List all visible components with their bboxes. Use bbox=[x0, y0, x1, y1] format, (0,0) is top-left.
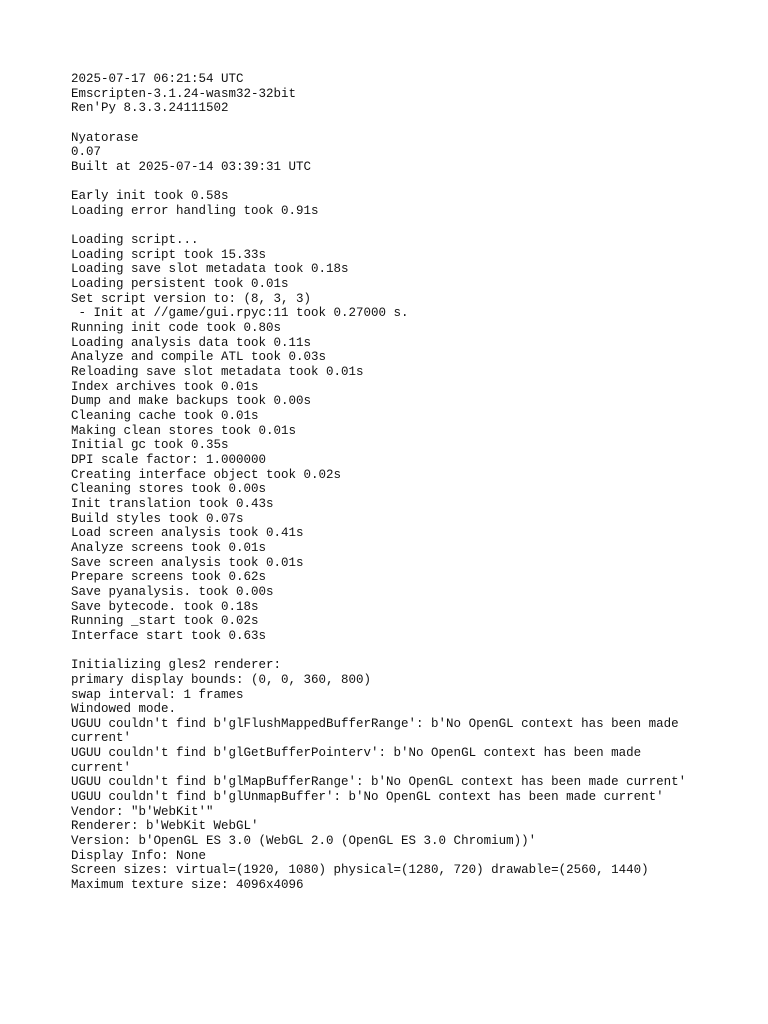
log-line: Initial gc took 0.35s bbox=[71, 438, 229, 453]
log-line: Interface start took 0.63s bbox=[71, 628, 267, 643]
console-log bbox=[71, 72, 731, 907]
log-line: - Init at //game/gui.rpyc:11 took 0.27000 s. bbox=[71, 306, 409, 321]
log-line: Save bytecode. took 0.18s bbox=[71, 599, 259, 614]
log-line: Maximum texture size: 4096x4096 bbox=[71, 878, 304, 893]
log-line: Load screen analysis took 0.41s bbox=[71, 526, 304, 541]
log-line: Loading script took 15.33s bbox=[71, 247, 267, 262]
log-line-game-version: 0.07 bbox=[71, 145, 102, 160]
log-renderer-block bbox=[71, 658, 731, 893]
log-line: UGUU couldn't find b'glMapBufferRange': b'No OpenGL context has been made current' bbox=[71, 775, 687, 790]
log-line: UGUU couldn't find b'glUnmapBuffer': b'No OpenGL context has been made current' bbox=[71, 790, 664, 805]
log-line: Loading error handling took 0.91s bbox=[71, 203, 319, 218]
log-line: DPI scale factor: 1.000000 bbox=[71, 453, 267, 468]
log-line: Cleaning cache took 0.01s bbox=[71, 409, 259, 424]
log-line: Loading script... bbox=[71, 233, 199, 248]
log-line: UGUU couldn't find b'glGetBufferPointerv': b'No OpenGL context has been made bbox=[71, 746, 642, 761]
log-line: Index archives took 0.01s bbox=[71, 379, 259, 394]
log-line-built-at: Built at 2025-07-14 03:39:31 UTC bbox=[71, 159, 312, 174]
log-line: current' bbox=[71, 760, 132, 775]
log-line: Loading save slot metadata took 0.18s bbox=[71, 262, 349, 277]
log-line: Windowed mode. bbox=[71, 702, 177, 717]
log-line: Prepare screens took 0.62s bbox=[71, 570, 267, 585]
log-line: Renderer: b'WebKit WebGL' bbox=[71, 819, 259, 834]
log-line: Screen sizes: virtual=(1920, 1080) physical=(1280, 720) drawable=(2560, 1440) bbox=[71, 863, 649, 878]
log-line: Initializing gles2 renderer: bbox=[71, 658, 282, 673]
log-line: Version: b'OpenGL ES 3.0 (WebGL 2.0 (OpenGL ES 3.0 Chromium))' bbox=[71, 834, 537, 849]
log-line: Analyze and compile ATL took 0.03s bbox=[71, 350, 327, 365]
log-line: Analyze screens took 0.01s bbox=[71, 540, 267, 555]
log-line: Init translation took 0.43s bbox=[71, 496, 274, 511]
log-line-game-name: Nyatorase bbox=[71, 130, 139, 145]
log-loading-block bbox=[71, 233, 731, 643]
log-line: Early init took 0.58s bbox=[71, 189, 229, 204]
log-line: primary display bounds: (0, 0, 360, 800) bbox=[71, 672, 372, 687]
log-line: Making clean stores took 0.01s bbox=[71, 423, 297, 438]
log-line: Cleaning stores took 0.00s bbox=[71, 482, 267, 497]
log-game-block bbox=[71, 131, 731, 175]
log-line: Save screen analysis took 0.01s bbox=[71, 555, 304, 570]
log-line: Build styles took 0.07s bbox=[71, 511, 244, 526]
log-line: Save pyanalysis. took 0.00s bbox=[71, 584, 274, 599]
log-line-timestamp: 2025-07-17 06:21:54 UTC bbox=[71, 72, 244, 86]
log-line: Set script version to: (8, 3, 3) bbox=[71, 291, 312, 306]
log-line: UGUU couldn't find b'glFlushMappedBufferRange': b'No OpenGL context has been made bbox=[71, 716, 679, 731]
log-line: current' bbox=[71, 731, 132, 746]
log-line: Dump and make backups took 0.00s bbox=[71, 394, 312, 409]
log-line: Loading persistent took 0.01s bbox=[71, 277, 289, 292]
log-line: Loading analysis data took 0.11s bbox=[71, 335, 312, 350]
log-line: Running init code took 0.80s bbox=[71, 321, 282, 336]
log-line: Vendor: "b'WebKit'" bbox=[71, 804, 214, 819]
log-line: Reloading save slot metadata took 0.01s bbox=[71, 365, 364, 380]
log-header-block bbox=[71, 72, 731, 116]
log-line-emscripten: Emscripten-3.1.24-wasm32-32bit bbox=[71, 86, 297, 101]
log-line: Creating interface object took 0.02s bbox=[71, 467, 342, 482]
log-early-block bbox=[71, 189, 731, 218]
log-line: Display Info: None bbox=[71, 848, 207, 863]
log-line: Running _start took 0.02s bbox=[71, 614, 259, 629]
log-line-renpy-version: Ren'Py 8.3.3.24111502 bbox=[71, 101, 229, 116]
log-line: swap interval: 1 frames bbox=[71, 687, 244, 702]
